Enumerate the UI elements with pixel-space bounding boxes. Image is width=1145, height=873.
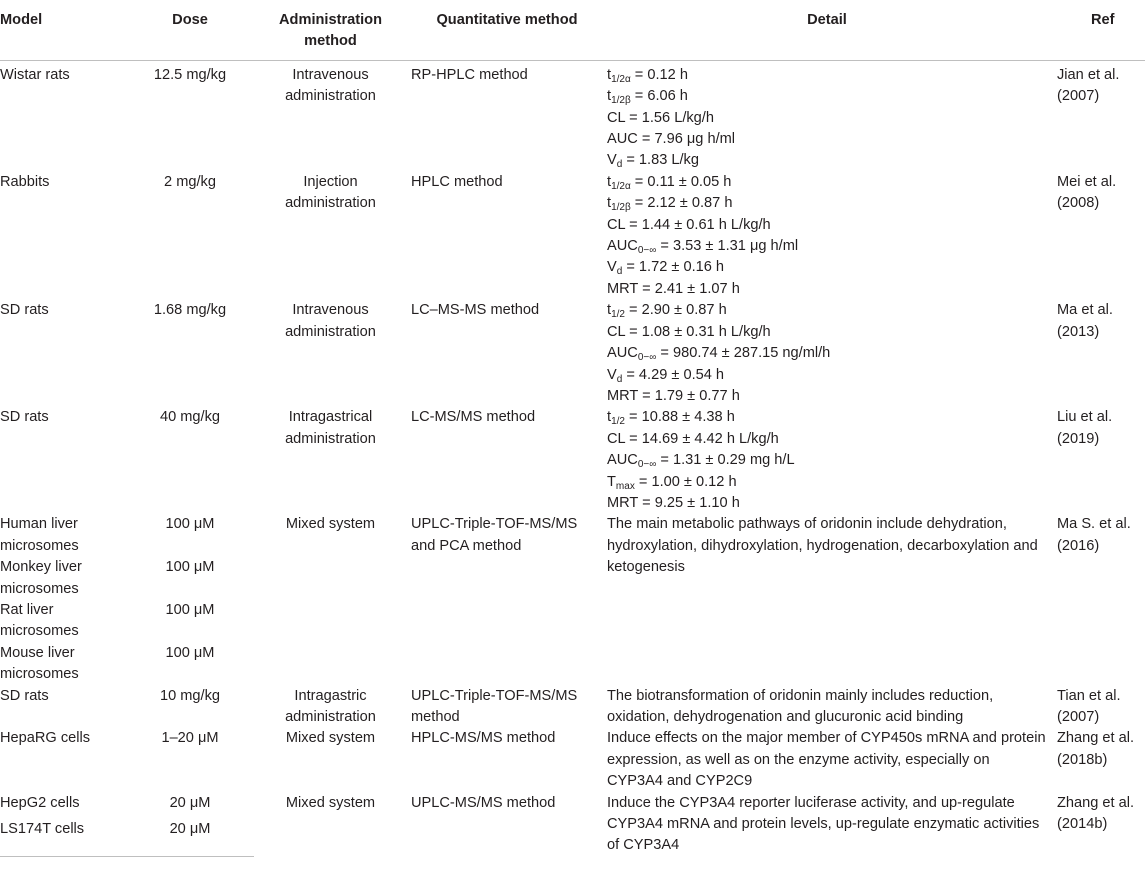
- cell-dose: 20 μM: [126, 819, 254, 857]
- cell-ref: Mei et al. (2008): [1057, 173, 1117, 212]
- header-model: Model: [0, 0, 126, 60]
- cell-model: Wistar rats: [0, 66, 70, 83]
- cell-quantitative: UPLC-Triple-TOF-MS/MS method: [411, 687, 578, 725]
- detail-line: CL = 1.08 ± 0.31 h L/kg/h: [607, 323, 771, 340]
- table-row: [0, 407, 1145, 514]
- cell-quantitative: UPLC-MS/MS method: [411, 794, 556, 811]
- detail-line: $T_{max} = 1.00 \pm 0.12$ h: [607, 473, 737, 492]
- cell-model: SD rats: [0, 409, 49, 426]
- cell-model: Monkey liver microsomes: [0, 559, 82, 597]
- cell-detail: [607, 172, 1051, 300]
- table-row: [0, 514, 1145, 557]
- table-row: [0, 793, 1145, 819]
- cell-dose: 12.5 mg/kg: [153, 66, 227, 83]
- detail-line: $V_d = 1.83$ L/kg: [607, 152, 699, 171]
- cell-detail: The biotransformation of oridonin mainly includes reduction, oxidation, dehydrogenation and glucuronic acid binding: [607, 687, 994, 725]
- cell-dose: 20 μM: [169, 794, 211, 811]
- cell-ref: Jian et al. (2007): [1057, 66, 1120, 105]
- detail-line: AUC = 7.96 μg h/ml: [607, 131, 736, 148]
- cell-quantitative: HPLC-MS/MS method: [411, 730, 556, 747]
- cell-dose: 100 μM: [165, 644, 215, 661]
- cell-model: Human liver microsomes: [0, 516, 79, 554]
- cell-quantitative: HPLC method: [411, 173, 503, 190]
- cell-detail: Induce effects on the major member of CYP450s mRNA and protein expression, as well as on the enzyme activity, especially on CYP3A4 and CYP2C9: [607, 730, 1046, 790]
- cell-dose: 1.68 mg/kg: [153, 302, 227, 319]
- cell-detail: Induce the CYP3A4 reporter luciferase activity, and up-regulate CYP3A4 mRNA and protein levels, up-regulate enzymatic activities of CYP3A4: [607, 794, 1040, 854]
- detail-line: CL = 1.44 ± 0.61 h L/kg/h: [607, 216, 771, 233]
- cell-administration: Mixed system: [285, 516, 376, 533]
- header-quantitative: Quantitative method: [407, 0, 607, 60]
- cell-dose: 100 μM: [165, 601, 215, 618]
- table-row: [0, 300, 1145, 407]
- detail-line: $t_{1/2\alpha} = 0.11 \pm 0.05$ h: [607, 173, 732, 192]
- cell-ref: Zhang et al. (2018b): [1057, 730, 1135, 768]
- header-administration: Administration method: [254, 0, 407, 60]
- cell-detail: [607, 60, 1051, 172]
- cell-model: HepaRG cells: [0, 730, 91, 747]
- detail-line: $t_{1/2} = 2.90 \pm 0.87$ h: [607, 302, 727, 321]
- detail-line: $t_{1/2\alpha} = 0.12$ h: [607, 66, 688, 85]
- cell-dose: 100 μM: [165, 559, 215, 576]
- cell-administration: Mixed system: [285, 730, 376, 747]
- cell-model: Rat liver microsomes: [0, 601, 79, 640]
- detail-line: $t_{1/2\beta} = 2.12 \pm 0.87$ h: [607, 195, 733, 214]
- cell-administration: Injection administration: [285, 173, 376, 212]
- detail-line: MRT = 9.25 ± 1.10 h: [607, 494, 740, 511]
- cell-model: Mouse liver microsomes: [0, 644, 79, 683]
- cell-quantitative: LC-MS/MS method: [411, 409, 536, 426]
- cell-administration: Mixed system: [285, 794, 376, 811]
- header-row: [0, 0, 1145, 60]
- cell-dose: 1–20 μM: [161, 730, 219, 747]
- header-ref: Ref: [1051, 0, 1145, 60]
- detail-line: $AUC_{0-\infty} = 3.53 \pm 1.31$ μg h/ml: [607, 238, 799, 257]
- detail-line: CL = 14.69 ± 4.42 h L/kg/h: [607, 430, 779, 447]
- cell-model: SD rats: [0, 687, 49, 704]
- cell-model: SD rats: [0, 302, 49, 319]
- cell-administration: Intragastric administration: [285, 687, 376, 725]
- cell-ref: Ma S. et al. (2016): [1057, 516, 1131, 554]
- detail-line: $V_d = 1.72 \pm 0.16$ h: [607, 259, 725, 278]
- header-detail: Detail: [607, 0, 1051, 60]
- cell-dose: 100 μM: [165, 516, 215, 533]
- cell-detail: [607, 407, 1051, 514]
- cell-quantitative: RP-HPLC method: [411, 66, 528, 83]
- cell-dose: 40 mg/kg: [159, 409, 221, 426]
- header-dose: Dose: [126, 0, 254, 60]
- cell-administration: Intravenous administration: [285, 66, 376, 105]
- cell-quantitative: UPLC-Triple-TOF-MS/MS and PCA method: [411, 516, 578, 554]
- detail-line: MRT = 2.41 ± 1.07 h: [607, 280, 740, 297]
- detail-line: MRT = 1.79 ± 0.77 h: [607, 387, 740, 404]
- table-row: [0, 728, 1145, 792]
- detail-line: $AUC_{0-\infty} = 1.31 \pm 0.29$ mg h/L: [607, 452, 795, 471]
- cell-detail: The main metabolic pathways of oridonin include dehydration, hydroxylation, dihydroxylation, hydrogenation, decarboxylation and ketogenesis: [607, 516, 1038, 576]
- cell-quantitative: LC–MS-MS method: [411, 302, 540, 319]
- table-row: [0, 172, 1145, 300]
- cell-model: Rabbits: [0, 173, 50, 190]
- cell-ref: Tian et al. (2007): [1057, 687, 1121, 725]
- detail-line: $t_{1/2\beta} = 6.06$ h: [607, 88, 688, 107]
- cell-ref: Zhang et al. (2014b): [1057, 794, 1135, 833]
- cell-model: HepG2 cells: [0, 794, 80, 811]
- cell-model: LS174T cells: [0, 819, 126, 857]
- cell-dose: 10 mg/kg: [159, 687, 221, 704]
- cell-administration: Intravenous administration: [285, 302, 376, 340]
- detail-line: $t_{1/2} = 10.88 \pm 4.38$ h: [607, 409, 735, 428]
- detail-line: $AUC_{0-\infty} = 980.74 \pm 287.15$ ng/ml/h: [607, 345, 831, 364]
- cell-detail: [607, 300, 1051, 407]
- table-row: [0, 686, 1145, 729]
- detail-line: CL = 1.56 L/kg/h: [607, 109, 714, 126]
- cell-dose: 2 mg/kg: [164, 173, 216, 190]
- detail-line: $V_d = 4.29 \pm 0.54$ h: [607, 366, 725, 385]
- cell-ref: Ma et al. (2013): [1057, 302, 1113, 340]
- table-row: [0, 60, 1145, 172]
- cell-administration: Intragastrical administration: [285, 409, 376, 447]
- cell-ref: Liu et al. (2019): [1057, 409, 1113, 447]
